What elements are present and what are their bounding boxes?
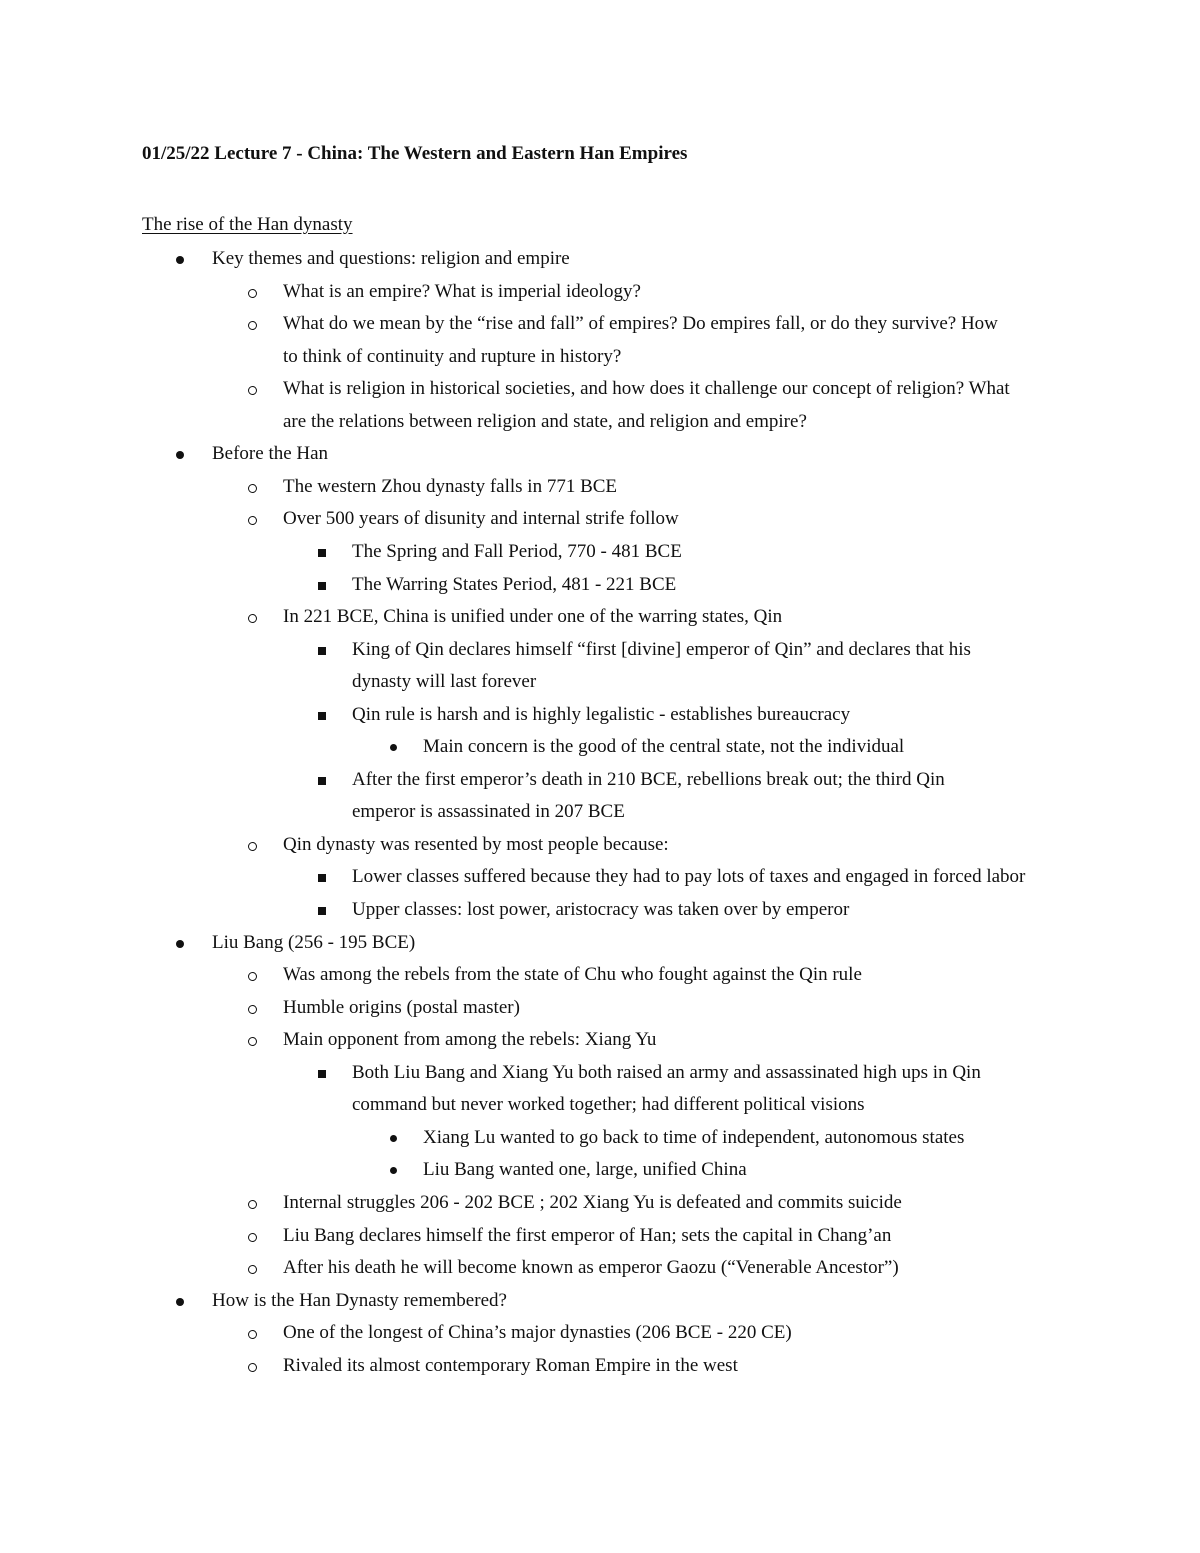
outline-line-11: The Warring States Period, 481 - 221 BCE — [352, 573, 677, 595]
circle-bullet-icon — [248, 1363, 257, 1372]
outline-line-32: After his death he will become known as emperor Gaozu (“Venerable Ancestor”) — [283, 1257, 899, 1279]
square-bullet-icon — [318, 582, 326, 590]
bullet-icon — [176, 256, 184, 264]
outline-line-35: Rivaled its almost contemporary Roman Empire in the west — [283, 1354, 738, 1376]
outline-line-4: to think of continuity and rupture in history? — [283, 345, 622, 367]
section-heading: The rise of the Han dynasty — [142, 214, 353, 235]
outline-line-22: Liu Bang (256 - 195 BCE) — [212, 931, 416, 953]
outline-line-1: Key themes and questions: religion and empire — [212, 248, 570, 269]
square-bullet-icon — [318, 549, 326, 557]
bullet-icon — [176, 451, 184, 459]
bullet-icon — [176, 1298, 184, 1306]
circle-bullet-icon — [248, 614, 257, 623]
outline-line-20: Lower classes suffered because they had to pay lots of taxes and engaged in forced labor — [352, 866, 1026, 888]
circle-bullet-icon — [248, 289, 257, 298]
circle-bullet-icon — [248, 1005, 257, 1014]
outline-line-2: What is an empire? What is imperial ideology? — [283, 280, 641, 302]
outline-line-31: Liu Bang declares himself the first emperor of Han; sets the capital in Chang’an — [283, 1224, 892, 1246]
circle-bullet-icon — [248, 972, 257, 981]
outline-line-13: King of Qin declares himself “first [divine] emperor of Qin” and declares that his — [352, 638, 971, 660]
outline-line-6: are the relations between religion and state, and religion and empire? — [283, 410, 807, 432]
outline-line-14: dynasty will last forever — [352, 671, 537, 693]
outline-line-16: Main concern is the good of the central state, not the individual — [423, 736, 905, 758]
outline-line-33: How is the Han Dynasty remembered? — [212, 1289, 507, 1311]
outline-line-23: Was among the rebels from the state of Chu who fought against the Qin rule — [283, 964, 862, 986]
outline-line-10: The Spring and Fall Period, 770 - 481 BCE — [352, 540, 682, 562]
outline-line-27: command but never worked together; had different political visions — [352, 1094, 865, 1116]
square-bullet-icon — [318, 907, 326, 915]
circle-bullet-icon — [248, 1265, 257, 1274]
circle-bullet-icon — [248, 842, 257, 851]
square-bullet-icon — [318, 777, 326, 785]
outline-line-12: In 221 BCE, China is unified under one of the warring states, Qin — [283, 606, 783, 628]
outline-line-19: Qin dynasty was resented by most people because: — [283, 833, 669, 855]
dot-bullet-icon — [390, 1135, 397, 1142]
square-bullet-icon — [318, 647, 326, 655]
outline-line-17: After the first emperor’s death in 210 BCE, rebellions break out; the third Qin — [352, 768, 945, 790]
outline-line-7: Before the Han — [212, 443, 329, 465]
outline-line-29: Liu Bang wanted one, large, unified China — [423, 1159, 747, 1181]
square-bullet-icon — [318, 712, 326, 720]
outline-line-9: Over 500 years of disunity and internal strife follow — [283, 508, 679, 530]
page-title: 01/25/22 Lecture 7 - China: The Western and Eastern Han Empires — [142, 143, 688, 164]
outline-line-24: Humble origins (postal master) — [283, 996, 520, 1018]
square-bullet-icon — [318, 1070, 326, 1078]
circle-bullet-icon — [248, 1037, 257, 1046]
outline-line-8: The western Zhou dynasty falls in 771 BCE — [283, 475, 618, 497]
outline-line-15: Qin rule is harsh and is highly legalistic - establishes bureaucracy — [352, 703, 851, 725]
outline-line-26: Both Liu Bang and Xiang Yu both raised an army and assassinated high ups in Qin — [352, 1061, 981, 1083]
outline-line-21: Upper classes: lost power, aristocracy was taken over by emperor — [352, 899, 850, 920]
outline-line-30: Internal struggles 206 - 202 BCE ; 202 Xiang Yu is defeated and commits suicide — [283, 1191, 902, 1213]
outline-line-25: Main opponent from among the rebels: Xiang Yu — [283, 1029, 657, 1051]
dot-bullet-icon — [390, 744, 397, 751]
outline-line-18: emperor is assassinated in 207 BCE — [352, 801, 625, 823]
circle-bullet-icon — [248, 484, 257, 493]
dot-bullet-icon — [390, 1167, 397, 1174]
circle-bullet-icon — [248, 1200, 257, 1209]
circle-bullet-icon — [248, 516, 257, 525]
square-bullet-icon — [318, 874, 326, 882]
outline-line-5: What is religion in historical societies, and how does it challenge our concept of religion? What — [283, 378, 1010, 400]
outline-line-3: What do we mean by the “rise and fall” of empires? Do empires fall, or do they survive? How — [283, 313, 998, 335]
circle-bullet-icon — [248, 1330, 257, 1339]
bullet-icon — [176, 940, 184, 948]
outline-line-28: Xiang Lu wanted to go back to time of independent, autonomous states — [423, 1126, 965, 1148]
circle-bullet-icon — [248, 1233, 257, 1242]
outline-line-34: One of the longest of China’s major dynasties (206 BCE - 220 CE) — [283, 1322, 792, 1344]
circle-bullet-icon — [248, 321, 257, 330]
circle-bullet-icon — [248, 386, 257, 395]
